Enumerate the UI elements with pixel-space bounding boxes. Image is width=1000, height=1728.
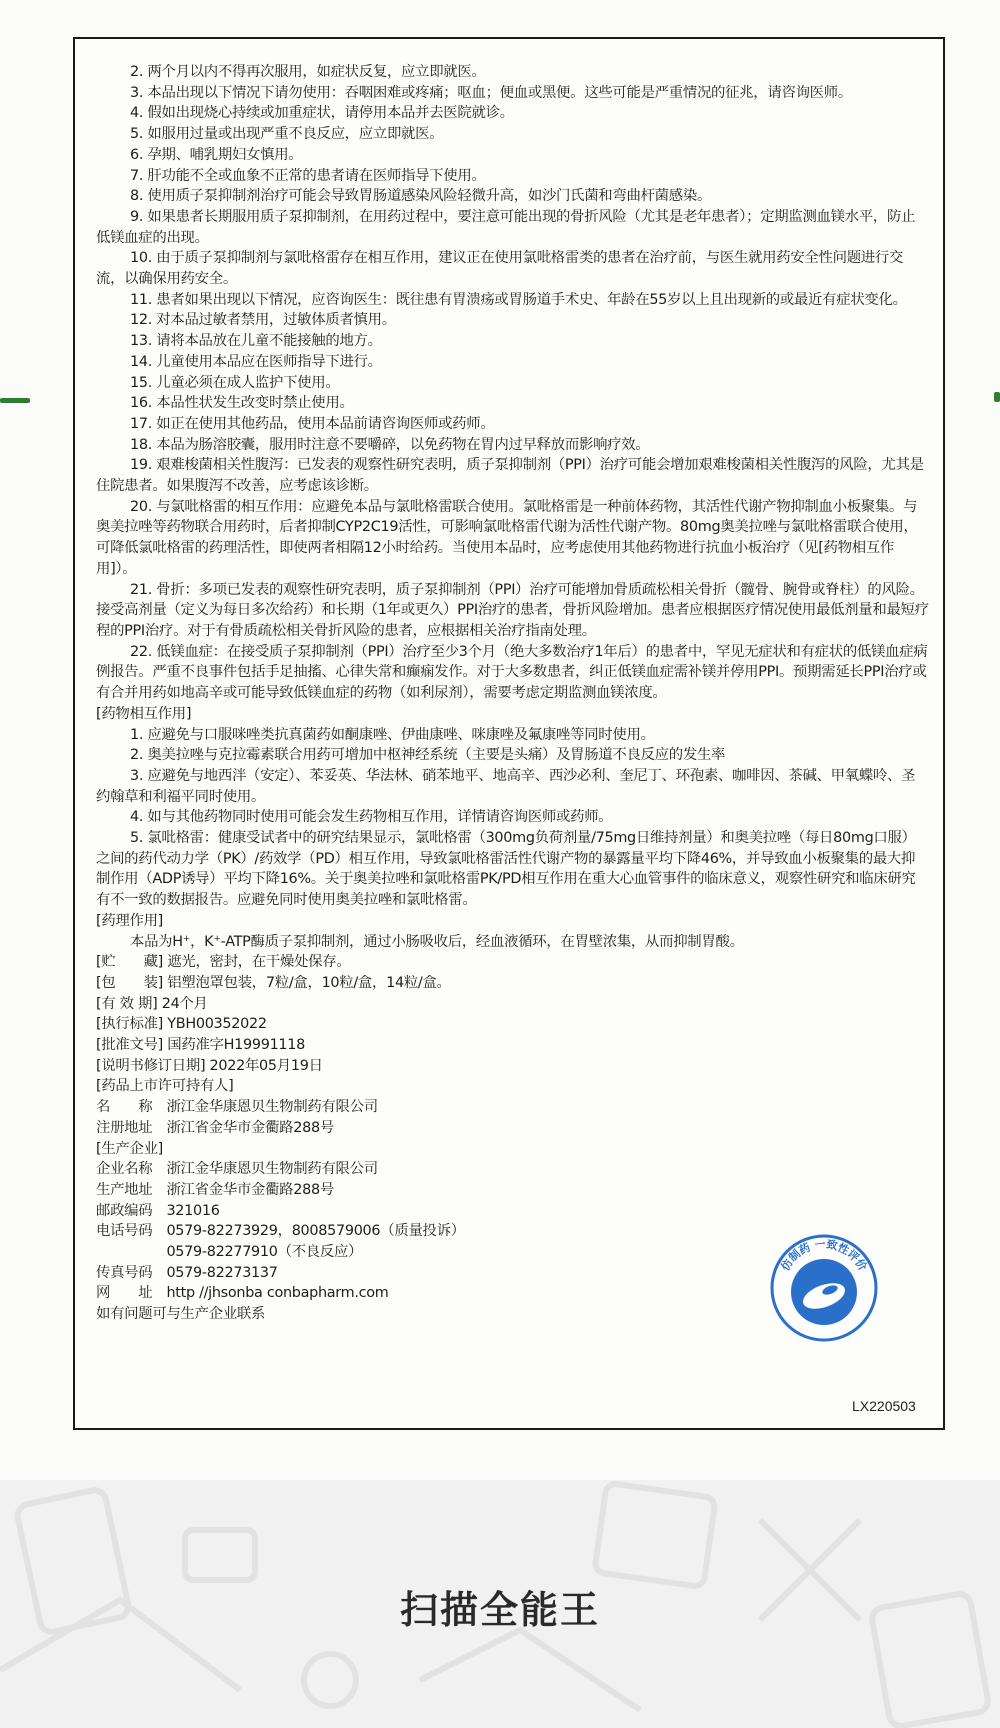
paragraph: 3. 应避免与地西泮（安定）、苯妥英、华法林、硝苯地平、地高辛、西沙必利、奎尼丁、环孢素、咖啡因、茶碱、甲氧蝶呤、圣约翰草和利福平同时使用。 [96, 767, 916, 805]
contact-line: 名 称 浙江金华康恩贝生物制药有限公司 [96, 1099, 378, 1116]
document-code: LX220503 [852, 1398, 916, 1414]
paragraph: 6. 孕期、哺乳期妇女慎用。 [130, 146, 303, 163]
paragraph: 7. 肝功能不全或血象不正常的患者请在医师指导下使用。 [130, 167, 486, 184]
info-field: [说明书修订日期] 2022年05月19日 [96, 1057, 323, 1074]
paragraph: 15. 儿童必须在成人监护下使用。 [130, 374, 340, 391]
margin-mark-right [994, 392, 1000, 402]
paragraph: 4. 如与其他药物同时使用可能会发生药物相互作用，详情请咨询医师或药师。 [130, 809, 613, 826]
section-heading: [药物相互作用] [96, 705, 192, 722]
paragraph: 12. 对本品过敏者禁用，过敏体质者慎用。 [130, 312, 396, 329]
paragraph: 11. 患者如果出现以下情况，应咨询医生：既往患有胃溃疡或胃肠道手术史、年龄在55岁以上且出现新的或最近有症状变化。 [130, 291, 907, 308]
contact-line: 网 址 http //jhsonba conbapharm.com [96, 1285, 389, 1302]
paragraph: 8. 使用质子泵抑制剂治疗可能会导致胃肠道感染风险轻微升高，如沙门氏菌和弯曲杆菌感染。 [130, 188, 712, 205]
contact-line: 0579-82277910（不良反应） [96, 1244, 363, 1261]
section-heading: [药理作用] [96, 912, 163, 929]
contact-line: 电话号码 0579-82273929，8008579006（质量投诉） [96, 1223, 465, 1240]
paragraph: 18. 本品为肠溶胶囊，服用时注意不要嚼碎，以免药物在胃内过早释放而影响疗效。 [130, 436, 650, 453]
app-brand-title: 扫描全能王 [399, 1588, 600, 1632]
info-field: [贮 藏] 遮光，密封，在干燥处保存。 [96, 954, 351, 971]
paragraph: 21. 骨折：多项已发表的观察性研究表明，质子泵抑制剂（PPI）治疗可能增加骨质疏松相关骨折（髋骨、腕骨或脊柱）的风险。接受高剂量（定义为每日多次给药）和长期（1年或更久）PPI治疗的患者，骨折风险增加。患者应根据医疗情况使用最低剂量和最短疗程的PPI治疗。对于有骨质疏松相关骨折风险的患者，应根据相关治疗指南处理。 [96, 581, 929, 639]
info-field: [执行标准] YBH00352022 [96, 1016, 267, 1033]
info-field: [有 效 期] 24个月 [96, 995, 208, 1012]
paragraph: 20. 与氯吡格雷的相互作用：应避免本品与氯吡格雷联合使用。氯吡格雷是一种前体药物，其活性代谢产物抑制血小板聚集。与奥美拉唑等药物联合用药时，后者抑制CYP2C19活性，可影响氯吡格雷代谢为活性代谢产物。80mg奥美拉唑与氯吡格雷联合使用，可降低氯吡格雷的药理活性，即使两者相隔12小时给药。当使用本品时，应考虑使用其他药物进行抗血小板治疗（见[药物相互作用]）。 [96, 498, 918, 577]
paragraph: 2. 奥美拉唑与克拉霉素联合用药可增加中枢神经系统（主要是头痛）及胃肠道不良反应的发生率 [130, 747, 726, 764]
contact-line: 邮政编码 321016 [96, 1202, 220, 1219]
info-field: [药品上市许可持有人] [96, 1078, 234, 1095]
paragraph: 4. 假如出现烧心持续或加重症状，请停用本品并去医院就诊。 [130, 105, 514, 122]
info-field: [批准文号] 国药准字H19991118 [96, 1037, 305, 1054]
paragraph: 2. 两个月以内不得再次服用，如症状反复，应立即就医。 [130, 64, 486, 80]
contact-line: 生产地址 浙江省金华市金衢路288号 [96, 1181, 334, 1198]
seal-text: 仿制药 一致性评价 [778, 1237, 870, 1274]
contact-line: 注册地址 浙江省金华市金衢路288号 [96, 1119, 334, 1136]
paragraph: 10. 由于质子泵抑制剂与氯吡格雷存在相互作用，建议正在使用氯吡格雷类的患者在治疗前，与医生就用药安全性问题进行交流，以确保用药安全。 [96, 250, 904, 288]
paragraph: 13. 请将本品放在儿童不能接触的地方。 [130, 333, 382, 350]
paragraph: 19. 艰难梭菌相关性腹泻：已发表的观察性研究表明，质子泵抑制剂（PPI）治疗可能会增加艰难梭菌相关性腹泻的风险，尤其是住院患者。如果腹泻不改善，应考虑该诊断。 [96, 457, 924, 495]
contact-line: 传真号码 0579-82273137 [96, 1264, 278, 1281]
paragraph: 17. 如正在使用其他药品，使用本品前请咨询医师或药师。 [130, 415, 495, 432]
paragraph: 3. 本品出现以下情况下请勿使用：吞咽困难或疼痛；呕血；便血或黑便。这些可能是严重情况的征兆，请咨询医师。 [130, 84, 852, 101]
paragraph: 本品为H⁺，K⁺-ATP酶质子泵抑制剂，通过小肠吸收后，经血液循环，在胃壁浓集，从而抑制胃酸。 [130, 933, 744, 950]
paragraph: 5. 氯吡格雷：健康受试者中的研究结果显示，氯吡格雷（300mg负荷剂量/75mg日维持剂量）和奥美拉唑（每日80mg口服）之间的药代动力学（PK）/药效学（PD）相互作用，导致氯吡格雷活性代谢产物的暴露量平均下降46%，并导致血小板聚集的最大抑制作用（ADP诱导）平均下降16%。关于奥美拉唑和氯吡格雷PK/PD相互作用在重大心血管事件的临床意义，观察性研究和临床研究有不一致的数据报告。应避免同时使用奥美拉唑和氯吡格雷。 [96, 830, 916, 909]
info-field: [生产企业] [96, 1140, 163, 1157]
contact-line: 企业名称 浙江金华康恩贝生物制药有限公司 [96, 1161, 378, 1178]
contact-line: 如有问题可与生产企业联系 [96, 1306, 266, 1323]
paragraph: 14. 儿童使用本品应在医师指导下进行。 [130, 353, 382, 370]
paragraph: 9. 如果患者长期服用质子泵抑制剂，在用药过程中，要注意可能出现的骨折风险（尤其是老年患者）；定期监测血镁水平，防止低镁血症的出现。 [96, 208, 916, 246]
consistency-evaluation-seal-icon [768, 1232, 880, 1344]
info-field: [包 装] 铝塑泡罩包装，7粒/盒，10粒/盒，14粒/盒。 [96, 974, 451, 991]
paragraph: 22. 低镁血症：在接受质子泵抑制剂（PPI）治疗至少3个月（绝大多数治疗1年后）的患者中，罕见无症状和有症状的低镁血症病例报告。严重不良事件包括手足抽搐、心律失常和癫痫发作。对于大多数患者，纠正低镁血症需补镁并停用PPI。预期需延长PPI治疗或有合并用药如地高辛或可能导致低镁血症的药物（如利尿剂），需要考虑定期监测血镁浓度。 [96, 643, 928, 702]
margin-mark-left [0, 398, 30, 403]
paragraph: 1. 应避免与口服咪唑类抗真菌药如酮康唑、伊曲康唑、咪康唑及氟康唑等同时使用。 [130, 726, 655, 743]
paragraph: 16. 本品性状发生改变时禁止使用。 [130, 395, 354, 412]
document-body [96, 62, 929, 1325]
paragraph: 5. 如服用过量或出现严重不良反应，应立即就医。 [130, 126, 444, 143]
